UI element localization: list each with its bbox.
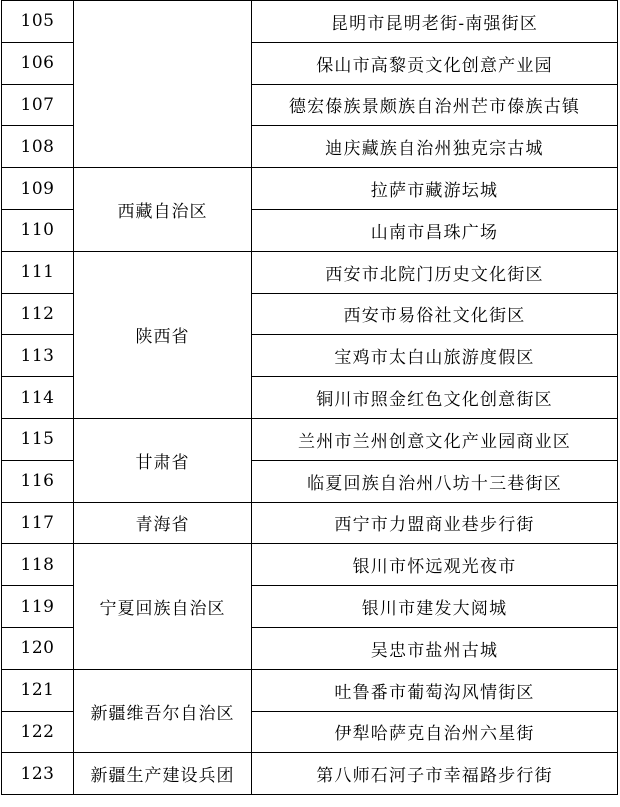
place-name: 德宏傣族景颇族自治州芒市傣族古镇 xyxy=(252,84,618,126)
row-number: 112 xyxy=(2,293,74,335)
row-number: 111 xyxy=(2,251,74,293)
row-number: 115 xyxy=(2,418,74,460)
row-number: 110 xyxy=(2,209,74,251)
table-row xyxy=(2,669,618,711)
place-name: 迪庆藏族自治州独克宗古城 xyxy=(252,126,618,168)
table-row xyxy=(2,753,618,795)
row-number: 121 xyxy=(2,669,74,711)
region-cell: 甘肃省 xyxy=(74,418,252,502)
place-name: 西安市易俗社文化街区 xyxy=(252,293,618,335)
row-number: 122 xyxy=(2,711,74,753)
row-number: 118 xyxy=(2,544,74,586)
table-row xyxy=(2,502,618,544)
table-row xyxy=(2,1,618,43)
place-name: 兰州市兰州创意文化产业园商业区 xyxy=(252,418,618,460)
region-cell: 陕西省 xyxy=(74,251,252,418)
row-number: 114 xyxy=(2,377,74,419)
row-number: 105 xyxy=(2,1,74,43)
place-name: 银川市建发大阅城 xyxy=(252,586,618,628)
row-number: 120 xyxy=(2,627,74,669)
place-name: 拉萨市藏游坛城 xyxy=(252,168,618,210)
row-number: 107 xyxy=(2,84,74,126)
table-row xyxy=(2,168,618,210)
place-name: 西安市北院门历史文化街区 xyxy=(252,251,618,293)
region-cell: 西藏自治区 xyxy=(74,168,252,252)
place-name: 吐鲁番市葡萄沟风情街区 xyxy=(252,669,618,711)
row-number: 119 xyxy=(2,586,74,628)
place-name: 吴忠市盐州古城 xyxy=(252,627,618,669)
place-name: 第八师石河子市幸福路步行街 xyxy=(252,753,618,795)
district-table xyxy=(1,0,618,795)
row-number: 106 xyxy=(2,42,74,84)
place-name: 宝鸡市太白山旅游度假区 xyxy=(252,335,618,377)
place-name: 山南市昌珠广场 xyxy=(252,209,618,251)
place-name: 银川市怀远观光夜市 xyxy=(252,544,618,586)
place-name: 伊犁哈萨克自治州六星街 xyxy=(252,711,618,753)
region-cell xyxy=(74,1,252,168)
place-name: 昆明市昆明老街-南强街区 xyxy=(252,1,618,43)
region-cell: 宁夏回族自治区 xyxy=(74,544,252,669)
table-row xyxy=(2,544,618,586)
table-row xyxy=(2,418,618,460)
region-cell: 新疆维吾尔自治区 xyxy=(74,669,252,753)
place-name: 西宁市力盟商业巷步行街 xyxy=(252,502,618,544)
row-number: 117 xyxy=(2,502,74,544)
region-cell: 新疆生产建设兵团 xyxy=(74,753,252,795)
place-name: 铜川市照金红色文化创意街区 xyxy=(252,377,618,419)
place-name: 保山市高黎贡文化创意产业园 xyxy=(252,42,618,84)
region-cell: 青海省 xyxy=(74,502,252,544)
row-number: 109 xyxy=(2,168,74,210)
row-number: 113 xyxy=(2,335,74,377)
row-number: 116 xyxy=(2,460,74,502)
place-name: 临夏回族自治州八坊十三巷街区 xyxy=(252,460,618,502)
table-row xyxy=(2,251,618,293)
row-number: 108 xyxy=(2,126,74,168)
row-number: 123 xyxy=(2,753,74,795)
